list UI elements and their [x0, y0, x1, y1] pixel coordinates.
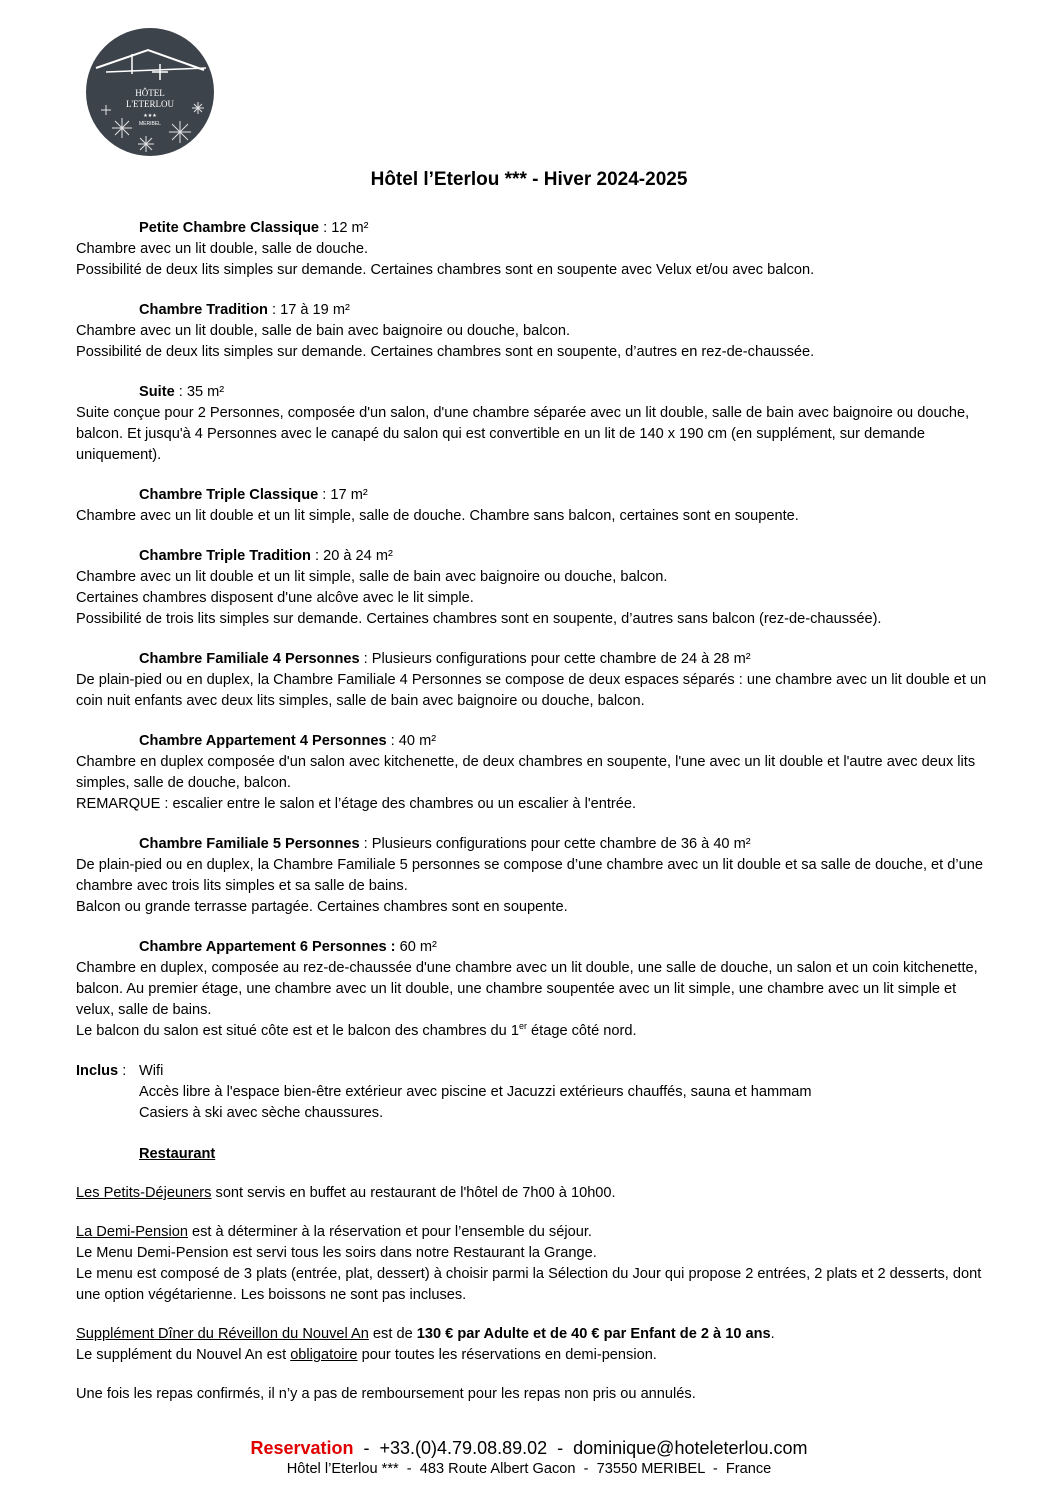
restaurant-heading: Restaurant	[139, 1146, 216, 1162]
logo-line1: HÔTEL	[135, 88, 165, 98]
room-tradition	[76, 300, 996, 363]
room-desc: Chambre en duplex, composée au rez-de-chaussée d'une chambre avec un lit double, une salle de douche, un salon et un coin kitchenette, balcon. Au premier étage, une chambre avec un lit double, une chambre soupentée avec un lit simple, une chambre avec un lit simple et velux, salle de bains.	[76, 960, 978, 1018]
room-desc: Chambre avec un lit double et un lit simple, salle de douche. Chambre sans balcon, certaines sont en soupente.	[76, 508, 799, 524]
room-name: Chambre Triple Tradition	[139, 548, 311, 564]
room-name: Chambre Appartement 6 Personnes :	[139, 939, 396, 955]
included-item: Wifi	[139, 1063, 164, 1079]
room-suite	[76, 382, 996, 466]
room-desc: Chambre avec un lit double et un lit simple, salle de bain avec baignoire ou douche, balcon.	[76, 569, 668, 585]
room-familiale-4	[76, 649, 996, 712]
room-size: : 17 m²	[318, 487, 368, 503]
contact-info: - +33.(0)4.79.08.89.02 - dominique@hoteleterlou.com	[353, 1438, 808, 1458]
half-board-paragraph: La Demi-Pension est à déterminer à la réservation et pour l’ensemble du séjour. Le Menu Demi-Pension est servi tous les soirs dans notre Restaurant la Grange. Le menu est composé de 3 plats (entrée, plat, dessert) à choisir parmi la Sélection du Jour qui propose 2 entrées, 2 plats et 2 desserts, dont une option végétarienne. Les boissons ne sont pas incluses.	[76, 1224, 982, 1303]
room-name: Chambre Triple Classique	[139, 487, 319, 503]
room-size: : 17 à 19 m²	[267, 302, 350, 318]
room-size: : 40 m²	[386, 733, 437, 749]
room-triple-tradition	[76, 546, 996, 630]
room-size: : 35 m²	[174, 384, 225, 400]
room-size: : 12 m²	[319, 220, 369, 236]
room-name: Petite Chambre Classique	[139, 220, 320, 236]
room-desc: Balcon ou grande terrasse partagée. Certaines chambres sont en soupente.	[76, 899, 568, 915]
document-body	[76, 218, 996, 1423]
logo-line2: L'ETERLOU	[125, 99, 175, 109]
breakfast-paragraph: Les Petits-Déjeuners sont servis en buffet au restaurant de l'hôtel de 7h00 à 10h00.	[76, 1185, 616, 1201]
new-year-paragraph: Supplément Dîner du Réveillon du Nouvel An est de 130 € par Adulte et de 40 € par Enfant de 2 à 10 ans. Le supplément du Nouvel An est obligatoire pour toutes les réservations en demi-pension.	[76, 1326, 775, 1363]
logo-line3: MERIBEL	[139, 121, 161, 127]
room-desc: Possibilité de trois lits simples sur demande. Certaines chambres sont en soupente, d’autres sans balcon (rez-de-chaussée).	[76, 611, 882, 627]
room-desc: Certaines chambres disposent d'une alcôve avec le lit simple.	[76, 590, 474, 606]
hotel-logo	[86, 28, 214, 156]
included-label: Inclus :	[76, 1063, 127, 1079]
room-desc: Suite conçue pour 2 Personnes, composée d'un salon, d'une chambre séparée avec un lit double, salle de bain avec baignoire ou douche, balcon. Et jusqu'à 4 Personnes avec le canapé du salon qui est convertible en un lit de 140 x 190 cm (en supplément, sur demande uniquement).	[76, 405, 970, 463]
room-name: Suite	[139, 384, 175, 400]
room-triple-classique	[76, 485, 996, 527]
reservation-label: Reservation	[250, 1438, 354, 1458]
room-desc: Possibilité de deux lits simples sur demande. Certaines chambres sont en soupente, d’autres en rez-de-chaussée.	[76, 344, 815, 360]
refund-paragraph: Une fois les repas confirmés, il n’y a pas de remboursement pour les repas non pris ou annulés.	[76, 1386, 696, 1402]
room-name: Chambre Tradition	[139, 302, 268, 318]
room-desc: Chambre avec un lit double, salle de douche.	[76, 241, 369, 257]
room-familiale-5	[76, 834, 996, 918]
room-size: : Plusieurs configurations pour cette chambre de 36 à 40 m²	[359, 836, 751, 852]
room-name: Chambre Familiale 4 Personnes	[139, 651, 360, 667]
room-appartement-6	[76, 937, 996, 1042]
room-desc: De plain-pied ou en duplex, la Chambre Familiale 5 personnes se compose d’une chambre avec un lit double et sa salle de douche, et d’une chambre avec trois lits simples et sa salle de bains.	[76, 857, 983, 894]
room-desc: REMARQUE : escalier entre le salon et l’étage des chambres ou un escalier à l'entrée.	[76, 796, 637, 812]
included-section	[76, 1061, 996, 1124]
included-item: Accès libre à l'espace bien-être extérieur avec piscine et Jacuzzi extérieurs chauffés, sauna et hammam	[139, 1084, 812, 1100]
room-desc: Possibilité de deux lits simples sur demande. Certaines chambres sont en soupente avec Velux et/ou avec balcon.	[76, 262, 815, 278]
address: Hôtel l’Eterlou *** - 483 Route Albert Gacon - 73550 MERIBEL - France	[286, 1461, 772, 1477]
page-title: Hôtel l’Eterlou *** - Hiver 2024-2025	[370, 169, 688, 190]
footer	[0, 1436, 1058, 1478]
room-appartement-4	[76, 731, 996, 815]
room-size: : 20 à 24 m²	[310, 548, 393, 564]
room-desc: De plain-pied ou en duplex, la Chambre Familiale 4 Personnes se compose de deux espaces séparés : une chambre avec un lit double et un coin nuit enfants avec deux lits simples, salle de bain avec baignoire ou douche, balcon.	[76, 672, 987, 709]
room-size: : Plusieurs configurations pour cette chambre de 24 à 28 m²	[359, 651, 751, 667]
svg-text:★★★: ★★★	[143, 113, 157, 119]
room-size: 60 m²	[395, 939, 437, 955]
room-petite-classique	[76, 218, 996, 281]
included-item: Casiers à ski avec sèche chaussures.	[139, 1105, 384, 1121]
room-name: Chambre Familiale 5 Personnes	[139, 836, 360, 852]
room-desc: Chambre en duplex composée d'un salon avec kitchenette, de deux chambres en soupente, l'une avec un lit double et l'autre avec deux lits simples, salle de douche, balcon.	[76, 754, 976, 791]
included-list	[139, 1061, 812, 1124]
room-desc: Le balcon du salon est situé côte est et le balcon des chambres du 1er étage côté nord.	[76, 1021, 637, 1039]
room-name: Chambre Appartement 4 Personnes	[139, 733, 387, 749]
room-desc: Chambre avec un lit double, salle de bain avec baignoire ou douche, balcon.	[76, 323, 571, 339]
